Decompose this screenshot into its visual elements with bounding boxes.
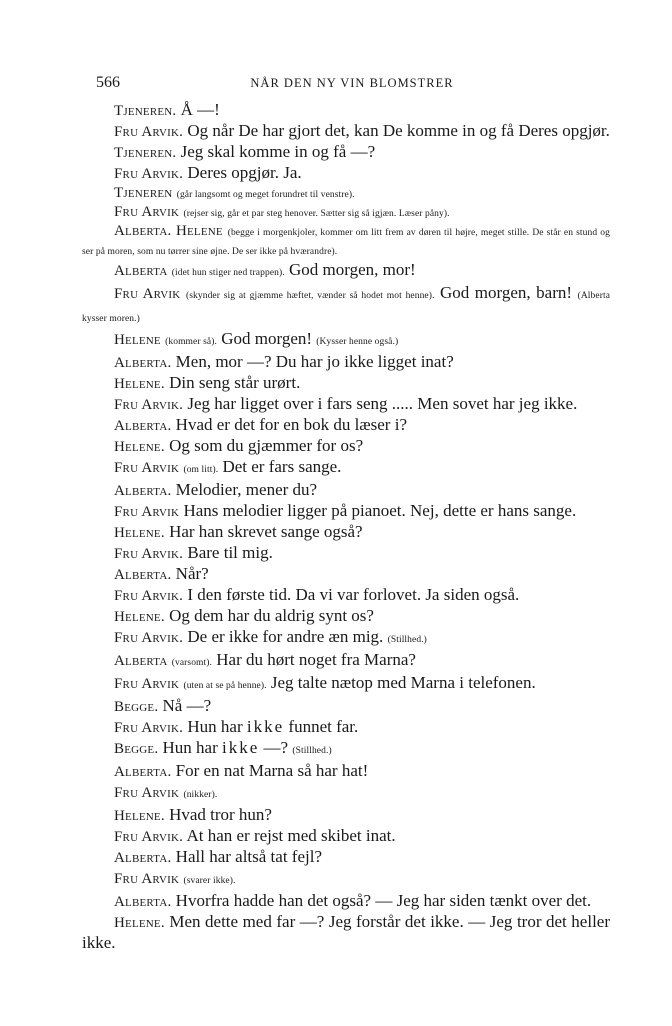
dialogue-line xyxy=(82,394,610,415)
line-text: —? xyxy=(263,738,289,757)
speaker: Begge. xyxy=(114,741,159,757)
stage-direction: (uten at se på henne). xyxy=(183,681,267,691)
emphasis: ikke xyxy=(222,738,260,757)
line-text: Melodier, mener du? xyxy=(175,480,318,499)
speaker: Fru Arvik. xyxy=(114,630,184,646)
line-text: funnet far. xyxy=(288,717,359,736)
dialogue-line xyxy=(82,805,610,826)
line-text: Jeg talte nætop med Marna i telefonen. xyxy=(270,673,536,692)
dialogue-line xyxy=(82,283,610,329)
speaker: Fru Arvik xyxy=(114,204,180,220)
dialogue-line xyxy=(82,142,610,163)
dialogue-line xyxy=(82,738,610,761)
dialogue-line xyxy=(82,436,610,457)
line-text: Jeg har ligget over i fars seng ..... Men sovet har jeg ikke. xyxy=(187,394,578,413)
speaker: Alberta. xyxy=(114,418,172,434)
speaker: Alberta. xyxy=(114,850,172,866)
stage-direction: (svarer ikke). xyxy=(183,876,236,886)
line-text: Jeg skal komme in og få —? xyxy=(180,142,376,161)
dialogue-line xyxy=(82,627,610,650)
stage-direction: (begge i morgenkjoler, kommer om litt frem av døren til højre, meget stille. De står en stund og ser på moren, som nu tørrer sine øjne. De ser ikke på hværandre). xyxy=(82,228,610,257)
dialogue-line xyxy=(82,673,610,696)
page-number: 566 xyxy=(96,74,120,91)
stage-direction-line xyxy=(82,782,610,805)
dialogue-line xyxy=(82,891,610,912)
speaker: Helene. xyxy=(114,376,165,392)
stage-direction: (Stillhed.) xyxy=(292,746,332,756)
dialogue-line xyxy=(82,260,610,283)
line-text: Hun har xyxy=(187,717,243,736)
dialogue-line xyxy=(82,847,610,868)
dialogue-line xyxy=(82,329,610,352)
speaker: Alberta xyxy=(114,653,168,669)
dialogue-line xyxy=(82,606,610,627)
dialogue-line xyxy=(82,761,610,782)
line-text: Bare til mig. xyxy=(187,543,273,562)
speaker: Alberta xyxy=(114,263,168,279)
stage-direction: (idet hun stiger ned trappen). xyxy=(171,268,285,278)
line-text: Når? xyxy=(175,564,209,583)
line-text: Og når De har gjort det, kan De komme in og få Deres opgjør. xyxy=(187,121,610,140)
line-text: Men, mor —? Du har jo ikke ligget inat? xyxy=(175,352,454,371)
stage-direction-line xyxy=(82,868,610,891)
speaker: Fru Arvik xyxy=(114,871,180,887)
speaker: Helene. xyxy=(114,439,165,455)
stage-direction: (Stillhed.) xyxy=(387,635,427,645)
speaker: Alberta. Helene xyxy=(114,223,223,239)
emphasis: ikke xyxy=(246,717,285,736)
speaker: Fru Arvik. xyxy=(114,166,184,182)
speaker: Helene. xyxy=(114,915,165,931)
dialogue-line xyxy=(82,585,610,606)
dialogue-line xyxy=(82,564,610,585)
speaker: Fru Arvik xyxy=(114,286,181,302)
speaker: Alberta. xyxy=(114,355,172,371)
speaker: Alberta. xyxy=(114,567,172,583)
speaker: Helene xyxy=(114,332,161,348)
line-text: De er ikke for andre æn mig. xyxy=(187,627,384,646)
line-text: Hvad er det for en bok du læser i? xyxy=(175,415,407,434)
line-text: Hun har xyxy=(162,738,218,757)
stage-direction: (Kysser henne også.) xyxy=(316,337,399,347)
speaker: Helene. xyxy=(114,808,165,824)
stage-direction: (om litt). xyxy=(183,465,219,475)
speaker: Tjeneren. xyxy=(114,103,177,119)
speaker: Tjeneren xyxy=(114,185,173,201)
speaker: Fru Arvik. xyxy=(114,829,184,845)
stage-direction: (skynder sig at gjæmme hæftet, vænder så hodet mot henne). xyxy=(185,291,435,301)
speaker: Fru Arvik. xyxy=(114,397,184,413)
line-text: Hvad tror hun? xyxy=(169,805,272,824)
speaker: Fru Arvik. xyxy=(114,546,184,562)
speaker: Alberta. xyxy=(114,894,172,910)
speaker: Fru Arvik xyxy=(114,460,180,476)
stage-direction: (går langsomt og meget forundret til venstre). xyxy=(176,190,355,200)
dialogue-line xyxy=(82,373,610,394)
line-text: I den første tid. Da vi var forlovet. Ja siden også. xyxy=(187,585,520,604)
line-text: God morgen! xyxy=(221,329,313,348)
line-text: Har du hørt noget fra Marna? xyxy=(216,650,416,669)
line-text: Det er fars sange. xyxy=(222,457,342,476)
speaker: Alberta. xyxy=(114,483,172,499)
stage-direction: (varsomt). xyxy=(171,658,213,668)
page-header xyxy=(96,74,608,98)
stage-direction: (nikker). xyxy=(183,790,218,800)
dialogue-line xyxy=(82,480,610,501)
line-text: God morgen, mor! xyxy=(288,260,416,279)
dialogue-line xyxy=(82,501,610,522)
dialogue-line xyxy=(82,100,610,121)
line-text: Men dette med far —? Jeg forstår det ikke. — Jeg tror det heller ikke. xyxy=(82,912,611,952)
dialogue-line xyxy=(82,457,610,480)
stage-direction: (kommer så). xyxy=(165,337,217,347)
line-text: Og dem har du aldrig synt os? xyxy=(169,606,374,625)
line-text: God morgen, barn! xyxy=(440,283,573,302)
speaker: Fru Arvik xyxy=(114,785,180,801)
line-text: Har han skrevet sange også? xyxy=(169,522,363,541)
stage-direction-line xyxy=(82,222,610,260)
dialogue-line xyxy=(82,826,610,847)
speaker: Begge. xyxy=(114,699,159,715)
speaker: Fru Arvik. xyxy=(114,124,184,140)
dialogue-line xyxy=(82,163,610,184)
play-text xyxy=(82,100,610,952)
dialogue-line xyxy=(82,522,610,543)
speaker: Fru Arvik xyxy=(114,676,180,692)
line-text: Hans melodier ligger på pianoet. Nej, dette er hans sange. xyxy=(183,501,577,520)
speaker: Fru Arvik xyxy=(114,504,180,520)
stage-direction-line xyxy=(82,184,610,203)
line-text: Hvorfra hadde han det også? — Jeg har siden tænkt over det. xyxy=(175,891,592,910)
speaker: Fru Arvik. xyxy=(114,720,184,736)
line-text: At han er rejst med skibet inat. xyxy=(186,826,396,845)
speaker: Tjeneren. xyxy=(114,145,177,161)
speaker: Fru Arvik. xyxy=(114,588,184,604)
line-text: Nå —? xyxy=(162,696,212,715)
dialogue-line xyxy=(82,352,610,373)
stage-direction: (Alberta kysser moren.) xyxy=(82,291,611,324)
speaker: Alberta. xyxy=(114,764,172,780)
stage-direction-line xyxy=(82,203,610,222)
line-text: Deres opgjør. Ja. xyxy=(187,163,302,182)
dialogue-line xyxy=(82,912,610,952)
dialogue-line xyxy=(82,543,610,564)
line-text: For en nat Marna så har hat! xyxy=(175,761,369,780)
dialogue-line xyxy=(82,415,610,436)
dialogue-line xyxy=(82,121,610,142)
line-text: Din seng står urørt. xyxy=(169,373,301,392)
stage-direction: (rejser sig, går et par steg henover. Sætter sig så igjæn. Læser påny). xyxy=(183,209,450,219)
dialogue-line xyxy=(82,717,610,738)
speaker: Helene. xyxy=(114,525,165,541)
line-text: Å —! xyxy=(180,100,220,119)
dialogue-line xyxy=(82,650,610,673)
speaker: Helene. xyxy=(114,609,165,625)
line-text: Og som du gjæmmer for os? xyxy=(169,436,364,455)
running-title: NÅR DEN NY VIN BLOMSTRER xyxy=(250,76,454,90)
line-text: Hall har altså tat fejl? xyxy=(175,847,322,866)
dialogue-line xyxy=(82,696,610,717)
